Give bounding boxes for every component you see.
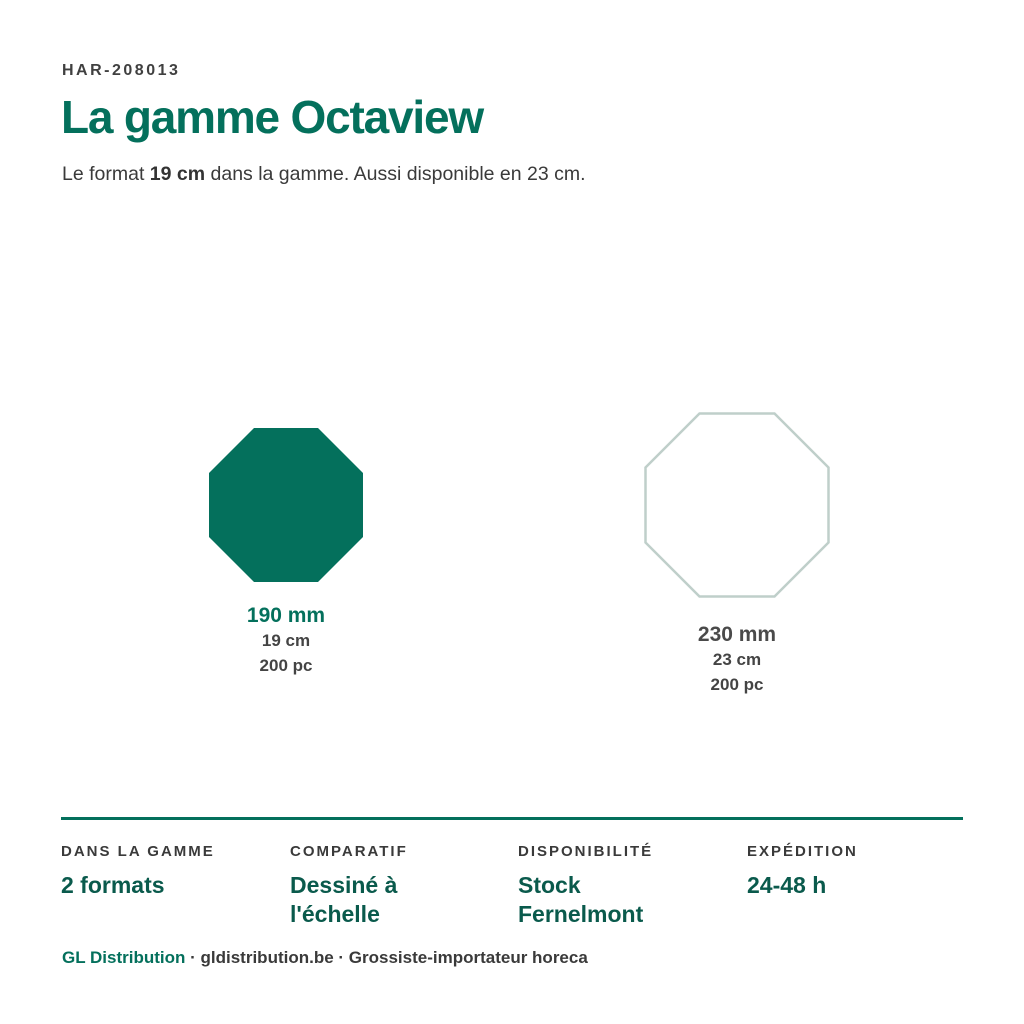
intro-text-end: dans la gamme. Aussi disponible en 23 cm.	[205, 163, 586, 185]
intro-text-highlight: 19 cm	[149, 163, 206, 185]
format-quantity: 200 pc	[259, 656, 313, 675]
stat-label: DANS LA GAMME	[61, 843, 215, 860]
stat-comparison	[290, 843, 440, 929]
section-divider	[61, 817, 963, 820]
format-option-190[interactable]	[186, 428, 386, 678]
intro-text	[62, 159, 602, 190]
format-size-mm: 230 mm	[697, 623, 777, 646]
stat-value: Dessiné à l'échelle	[290, 872, 398, 927]
format-size-cm: 19 cm	[261, 631, 311, 650]
footer-tagline: Grossiste-importateur horeca	[348, 948, 588, 967]
stat-label: DISPONIBILITÉ	[518, 843, 654, 860]
format-option-230[interactable]	[637, 412, 837, 697]
stat-range	[61, 843, 281, 900]
footer-separator: ·	[185, 948, 201, 967]
footer-website-link[interactable]: gldistribution.be	[200, 948, 334, 967]
format-size-mm: 190 mm	[246, 604, 326, 627]
product-sku: HAR-208013	[62, 62, 181, 79]
format-quantity: 200 pc	[710, 675, 764, 694]
stat-value: 2 formats	[61, 872, 165, 898]
footer-brand: GL Distribution	[62, 948, 186, 967]
stat-label: COMPARATIF	[290, 843, 408, 860]
stat-value: Stock Fernelmont	[518, 872, 644, 927]
footer-separator: ·	[333, 948, 349, 967]
stat-value: 24-48 h	[747, 872, 827, 898]
intro-text-start: Le format	[62, 163, 150, 185]
stat-availability	[518, 843, 678, 929]
footer	[62, 948, 588, 968]
stat-label: EXPÉDITION	[747, 843, 858, 860]
octagon-outline-icon	[644, 412, 830, 598]
format-size-cm: 23 cm	[712, 650, 762, 669]
octagon-filled-icon	[209, 428, 363, 582]
page-title: La gamme Octaview	[61, 91, 483, 143]
stats-row	[61, 843, 971, 933]
stat-shipping	[747, 843, 967, 900]
